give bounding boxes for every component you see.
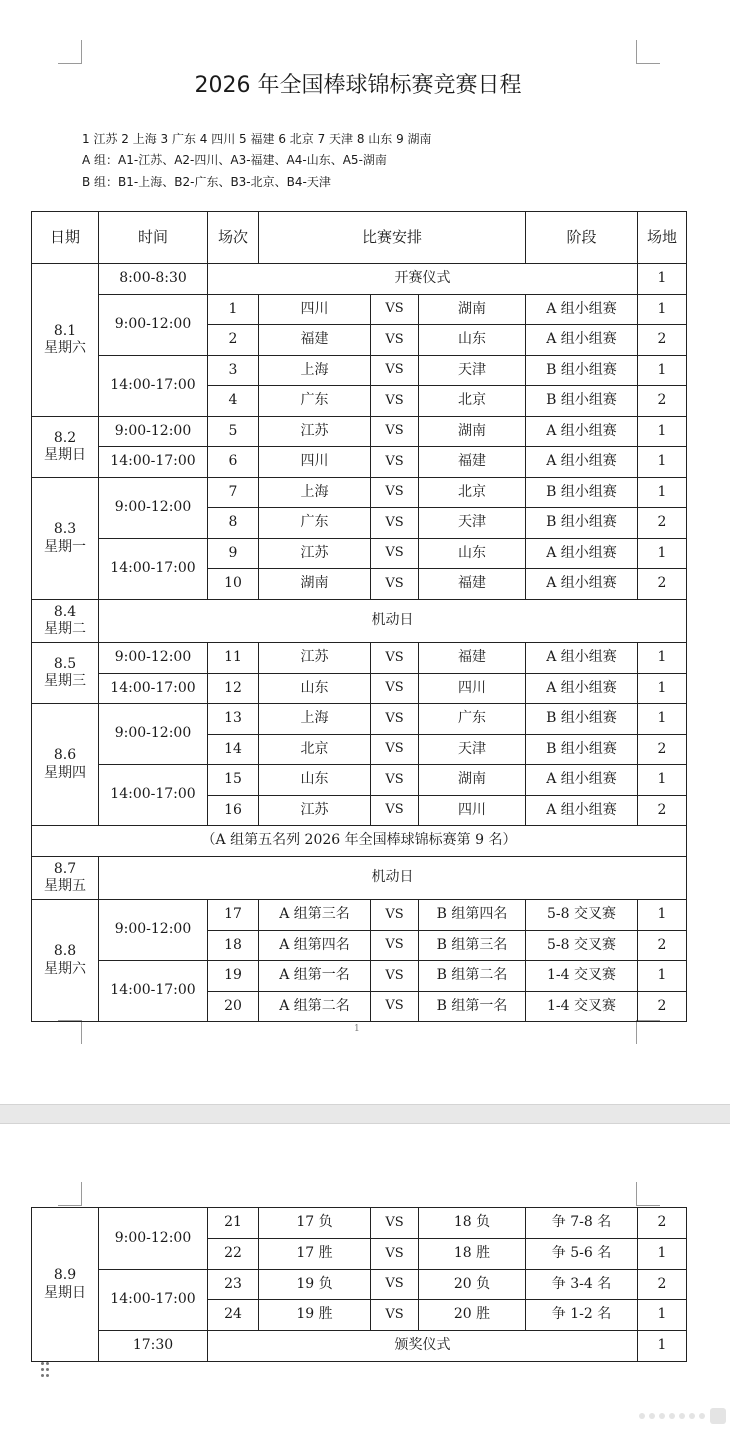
home-team-cell: A 组第一名	[259, 961, 371, 992]
venue-cell: 1	[638, 417, 687, 447]
time-cell: 9:00-12:00	[99, 417, 208, 447]
home-team-cell: 江苏	[259, 643, 371, 674]
date-day: 8.3	[53, 521, 77, 537]
vs-cell: VS	[371, 765, 419, 796]
venue-cell: 1	[638, 356, 687, 386]
venue-cell: 2	[638, 992, 687, 1022]
stage-cell: A 组小组赛	[526, 796, 638, 826]
vs-cell: VS	[371, 508, 419, 539]
match-no-cell: 11	[208, 643, 259, 674]
table-row	[32, 900, 687, 931]
header-venue: 场地	[638, 212, 687, 264]
match-no-cell: 13	[208, 704, 259, 735]
home-team-cell: 四川	[259, 295, 371, 325]
stage-cell: A 组小组赛	[526, 447, 638, 478]
vs-cell: VS	[371, 447, 419, 478]
date-cell	[32, 417, 99, 478]
page-corner-mark	[58, 1020, 82, 1044]
stage-cell: 争 3-4 名	[526, 1270, 638, 1300]
away-team-cell: 天津	[419, 508, 526, 539]
venue-cell: 1	[638, 447, 687, 478]
document-page-2	[0, 1124, 730, 1436]
stage-cell: B 组小组赛	[526, 735, 638, 765]
page-corner-mark	[58, 1182, 82, 1206]
venue-cell: 1	[638, 1300, 687, 1331]
page-corner-mark	[636, 1020, 660, 1044]
stage-cell: A 组小组赛	[526, 674, 638, 704]
stage-cell: A 组小组赛	[526, 539, 638, 569]
schedule-table	[31, 211, 687, 1022]
venue-cell: 1	[638, 704, 687, 735]
home-team-cell: 福建	[259, 325, 371, 356]
home-team-cell: 广东	[259, 386, 371, 417]
away-team-cell: 18 胜	[419, 1239, 526, 1270]
table-row	[32, 643, 687, 674]
venue-cell: 1	[638, 643, 687, 674]
table-row	[32, 674, 687, 704]
away-team-cell: 天津	[419, 356, 526, 386]
home-team-cell: 19 胜	[259, 1300, 371, 1331]
match-no-cell: 8	[208, 508, 259, 539]
match-no-cell: 3	[208, 356, 259, 386]
match-no-cell: 18	[208, 931, 259, 961]
time-cell: 14:00-17:00	[99, 356, 208, 417]
date-weekday: 星期二	[44, 621, 86, 637]
home-team-cell: A 组第四名	[259, 931, 371, 961]
stage-cell: A 组小组赛	[526, 765, 638, 796]
venue-cell: 2	[638, 1208, 687, 1239]
document-title: 2026 年全国棒球锦标赛竞赛日程	[194, 73, 522, 98]
date-cell	[32, 643, 99, 704]
time-cell: 14:00-17:00	[99, 765, 208, 826]
home-team-cell: 17 负	[259, 1208, 371, 1239]
table-row	[32, 447, 687, 478]
date-cell	[32, 900, 99, 1022]
date-day: 8.4	[53, 603, 77, 620]
table-row	[32, 1270, 687, 1300]
page-number: 1	[354, 1024, 360, 1034]
date-weekday: 星期五	[44, 878, 86, 894]
table-row	[32, 704, 687, 735]
date-day: 8.7	[53, 860, 77, 877]
venue-cell: 1	[638, 961, 687, 992]
venue-cell: 2	[638, 325, 687, 356]
venue-cell: 2	[638, 508, 687, 539]
date-day: 8.1	[53, 322, 77, 339]
stage-cell: A 组小组赛	[526, 417, 638, 447]
venue-cell: 1	[638, 539, 687, 569]
page-corner-mark	[636, 1182, 660, 1206]
stage-cell: 5-8 交叉赛	[526, 900, 638, 931]
vs-cell: VS	[371, 325, 419, 356]
venue-cell: 1	[638, 478, 687, 508]
vs-cell: VS	[371, 1300, 419, 1331]
date-weekday: 星期三	[44, 673, 86, 689]
match-no-cell: 2	[208, 325, 259, 356]
home-team-cell: A 组第三名	[259, 900, 371, 931]
home-team-cell: 北京	[259, 735, 371, 765]
time-cell: 9:00-12:00	[99, 478, 208, 539]
date-cell	[32, 704, 99, 826]
table-row	[32, 356, 687, 386]
venue-cell: 1	[638, 900, 687, 931]
date-cell	[32, 264, 99, 417]
event-cell: 颁奖仪式	[208, 1331, 638, 1362]
date-day: 8.5	[53, 655, 77, 672]
home-team-cell: 湖南	[259, 569, 371, 600]
stage-cell: B 组小组赛	[526, 478, 638, 508]
vs-cell: VS	[371, 735, 419, 765]
away-team-cell: B 组第三名	[419, 931, 526, 961]
header-stage: 阶段	[526, 212, 638, 264]
header-match-no: 场次	[208, 212, 259, 264]
date-day: 8.6	[53, 747, 77, 763]
vs-cell: VS	[371, 796, 419, 826]
away-team-cell: 天津	[419, 735, 526, 765]
vs-cell: VS	[371, 704, 419, 735]
away-team-cell: 四川	[419, 796, 526, 826]
table-row	[32, 264, 687, 295]
table-row	[32, 1208, 687, 1239]
table-row	[32, 1331, 687, 1362]
time-cell: 9:00-12:00	[99, 295, 208, 356]
stage-cell: A 组小组赛	[526, 643, 638, 674]
home-team-cell: A 组第二名	[259, 992, 371, 1022]
date-cell	[32, 478, 99, 600]
home-team-cell: 17 胜	[259, 1239, 371, 1270]
date-cell	[32, 1208, 99, 1362]
match-no-cell: 14	[208, 735, 259, 765]
time-cell: 14:00-17:00	[99, 447, 208, 478]
date-day: 8.8	[53, 943, 77, 959]
stage-cell: 5-8 交叉赛	[526, 931, 638, 961]
vs-cell: VS	[371, 674, 419, 704]
home-team-cell: 上海	[259, 356, 371, 386]
table-row	[32, 765, 687, 796]
match-no-cell: 21	[208, 1208, 259, 1239]
vs-cell: VS	[371, 961, 419, 992]
match-no-cell: 23	[208, 1270, 259, 1300]
venue-cell: 2	[638, 735, 687, 765]
home-team-cell: 上海	[259, 478, 371, 508]
stage-cell: 1-4 交叉赛	[526, 992, 638, 1022]
match-no-cell: 6	[208, 447, 259, 478]
time-cell: 9:00-12:00	[99, 643, 208, 674]
table-row	[32, 857, 687, 900]
home-team-cell: 江苏	[259, 796, 371, 826]
stage-cell: 争 7-8 名	[526, 1208, 638, 1239]
vs-cell: VS	[371, 931, 419, 961]
date-weekday: 星期四	[44, 764, 86, 781]
vs-cell: VS	[371, 295, 419, 325]
stage-cell: 争 1-2 名	[526, 1300, 638, 1331]
vs-cell: VS	[371, 1208, 419, 1239]
stage-cell: 争 5-6 名	[526, 1239, 638, 1270]
away-team-cell: B 组第一名	[419, 992, 526, 1022]
date-day: 8.9	[53, 1267, 77, 1283]
time-cell: 8:00-8:30	[99, 264, 208, 295]
match-no-cell: 17	[208, 900, 259, 931]
schedule-table-continued	[31, 1207, 687, 1362]
away-team-cell: 福建	[419, 447, 526, 478]
date-weekday: 星期一	[44, 538, 86, 555]
match-no-cell: 9	[208, 539, 259, 569]
away-team-cell: 湖南	[419, 295, 526, 325]
time-cell: 14:00-17:00	[99, 674, 208, 704]
vs-cell: VS	[371, 356, 419, 386]
away-team-cell: 山东	[419, 325, 526, 356]
match-no-cell: 19	[208, 961, 259, 992]
stage-cell: 1-4 交叉赛	[526, 961, 638, 992]
venue-cell: 2	[638, 1270, 687, 1300]
vs-cell: VS	[371, 539, 419, 569]
date-weekday: 星期日	[44, 447, 86, 463]
vs-cell: VS	[371, 900, 419, 931]
match-no-cell: 1	[208, 295, 259, 325]
time-cell: 9:00-12:00	[99, 704, 208, 765]
stage-cell: B 组小组赛	[526, 704, 638, 735]
date-weekday: 星期日	[44, 1284, 86, 1301]
table-row	[32, 539, 687, 569]
table-row	[32, 295, 687, 325]
stage-cell: B 组小组赛	[526, 386, 638, 417]
time-cell: 9:00-12:00	[99, 1208, 208, 1270]
vs-cell: VS	[371, 478, 419, 508]
table-row	[32, 600, 687, 643]
venue-cell: 2	[638, 931, 687, 961]
vs-cell: VS	[371, 1270, 419, 1300]
table-row	[32, 961, 687, 992]
stage-cell: A 组小组赛	[526, 325, 638, 356]
watermark-logo-icon	[636, 1404, 730, 1428]
away-team-cell: 福建	[419, 643, 526, 674]
date-day: 8.2	[53, 429, 77, 446]
match-no-cell: 16	[208, 796, 259, 826]
away-team-cell: 山东	[419, 539, 526, 569]
match-no-cell: 4	[208, 386, 259, 417]
note-cell: （A 组第五名列 2026 年全国棒球锦标赛第 9 名）	[32, 826, 687, 857]
time-cell: 14:00-17:00	[99, 961, 208, 1022]
venue-cell: 2	[638, 569, 687, 600]
rest-day-cell: 机动日	[99, 600, 687, 643]
match-no-cell: 12	[208, 674, 259, 704]
match-no-cell: 10	[208, 569, 259, 600]
stage-cell: B 组小组赛	[526, 356, 638, 386]
away-team-cell: 20 胜	[419, 1300, 526, 1331]
page-corner-mark	[58, 40, 82, 64]
date-weekday: 星期六	[44, 340, 86, 356]
time-cell: 14:00-17:00	[99, 1270, 208, 1331]
table-header-row	[32, 212, 687, 264]
venue-cell: 1	[638, 264, 687, 295]
time-cell: 17:30	[99, 1331, 208, 1362]
venue-cell: 1	[638, 765, 687, 796]
vs-cell: VS	[371, 386, 419, 417]
table-row	[32, 417, 687, 447]
page-corner-mark	[636, 40, 660, 64]
table-drag-handle-icon[interactable]	[41, 1362, 51, 1378]
venue-cell: 1	[638, 295, 687, 325]
rest-day-cell: 机动日	[99, 857, 687, 900]
home-team-cell: 广东	[259, 508, 371, 539]
stage-cell: A 组小组赛	[526, 569, 638, 600]
venue-cell: 1	[638, 674, 687, 704]
home-team-cell: 四川	[259, 447, 371, 478]
stage-cell: A 组小组赛	[526, 295, 638, 325]
table-row	[32, 478, 687, 508]
venue-cell: 1	[638, 1331, 687, 1362]
match-no-cell: 24	[208, 1300, 259, 1331]
event-cell: 开赛仪式	[208, 264, 638, 295]
header-match: 比赛安排	[259, 212, 526, 264]
vs-cell: VS	[371, 1239, 419, 1270]
away-team-cell: 20 负	[419, 1270, 526, 1300]
header-time: 时间	[99, 212, 208, 264]
home-team-cell: 上海	[259, 704, 371, 735]
away-team-cell: 湖南	[419, 765, 526, 796]
vs-cell: VS	[371, 643, 419, 674]
home-team-cell: 山东	[259, 674, 371, 704]
home-team-cell: 江苏	[259, 417, 371, 447]
page-gap	[0, 1104, 730, 1124]
time-cell: 14:00-17:00	[99, 539, 208, 600]
match-no-cell: 22	[208, 1239, 259, 1270]
home-team-cell: 江苏	[259, 539, 371, 569]
date-cell	[32, 857, 99, 900]
home-team-cell: 山东	[259, 765, 371, 796]
group-a-line: A 组：A1-江苏、A2-四川、A3-福建、A4-山东、A5-湖南	[82, 153, 387, 167]
venue-cell: 2	[638, 796, 687, 826]
away-team-cell: 18 负	[419, 1208, 526, 1239]
match-no-cell: 20	[208, 992, 259, 1022]
stage-cell: B 组小组赛	[526, 508, 638, 539]
header-date: 日期	[32, 212, 99, 264]
away-team-cell: B 组第四名	[419, 900, 526, 931]
group-b-line: B 组：B1-上海、B2-广东、B3-北京、B4-天津	[82, 175, 331, 189]
away-team-cell: 广东	[419, 704, 526, 735]
team-list-line: 1 江苏 2 上海 3 广东 4 四川 5 福建 6 北京 7 天津 8 山东 9 湖南	[82, 132, 432, 146]
match-no-cell: 15	[208, 765, 259, 796]
match-no-cell: 7	[208, 478, 259, 508]
vs-cell: VS	[371, 992, 419, 1022]
away-team-cell: 四川	[419, 674, 526, 704]
date-weekday: 星期六	[44, 960, 86, 977]
time-cell: 9:00-12:00	[99, 900, 208, 961]
away-team-cell: 湖南	[419, 417, 526, 447]
home-team-cell: 19 负	[259, 1270, 371, 1300]
venue-cell: 2	[638, 386, 687, 417]
vs-cell: VS	[371, 417, 419, 447]
vs-cell: VS	[371, 569, 419, 600]
away-team-cell: 福建	[419, 569, 526, 600]
away-team-cell: 北京	[419, 386, 526, 417]
match-no-cell: 5	[208, 417, 259, 447]
venue-cell: 1	[638, 1239, 687, 1270]
away-team-cell: 北京	[419, 478, 526, 508]
away-team-cell: B 组第二名	[419, 961, 526, 992]
table-row	[32, 826, 687, 857]
date-cell	[32, 600, 99, 643]
